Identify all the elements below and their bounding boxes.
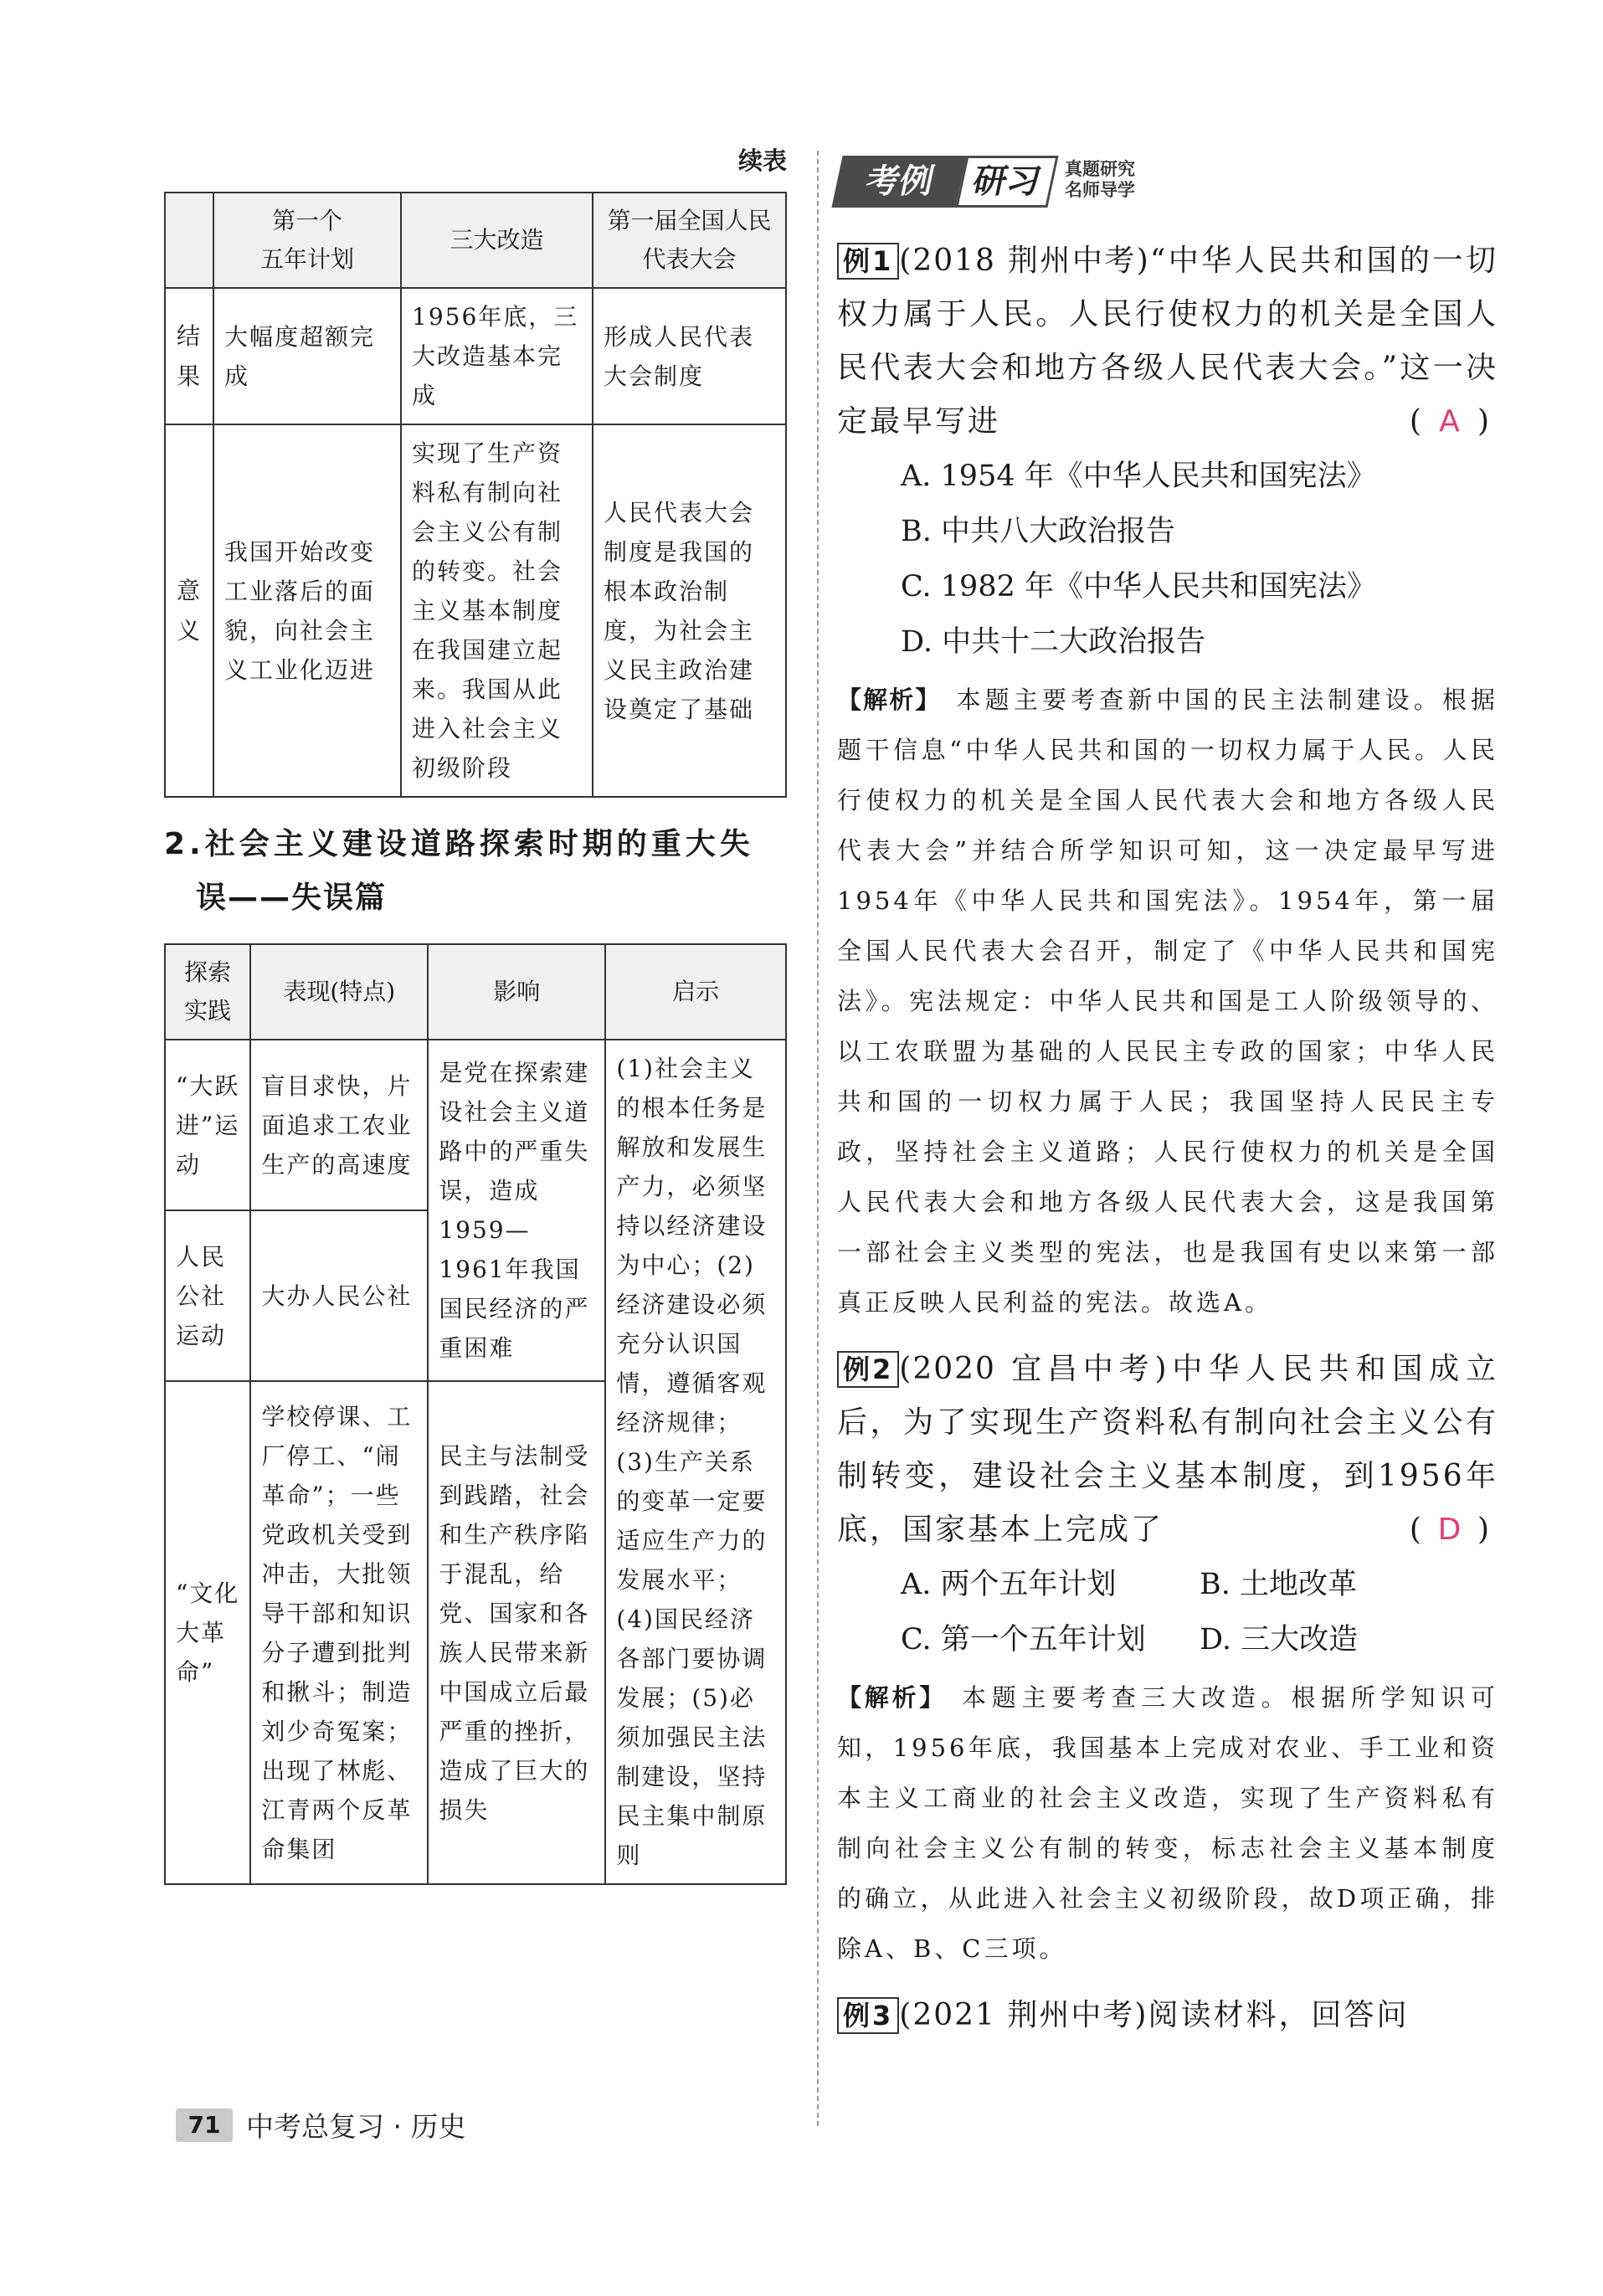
answer-bracket: ( A ) xyxy=(1410,395,1492,449)
table1-header-transform: 三大改造 xyxy=(401,193,593,288)
example-3-text: 阅读材料，回答问 xyxy=(1148,1998,1410,2032)
option-a: A. 两个五年计划 xyxy=(901,1568,1117,1601)
example-3-source: (2021 荆州中考) xyxy=(899,1998,1148,2032)
option-a: A. 1954 年《中华人民共和国宪法》 xyxy=(901,460,1376,493)
row-label-result: 结果 xyxy=(177,321,203,390)
section-number: 2. xyxy=(164,827,205,861)
example-1-answer: A xyxy=(1439,404,1462,439)
right-column xyxy=(837,151,1498,2042)
column-divider xyxy=(817,151,819,2126)
example-1-analysis xyxy=(837,675,1498,1328)
option-d: D. 中共十二大政治报告 xyxy=(901,625,1206,659)
table2-header-practice: 探索 实践 xyxy=(165,944,250,1040)
table1-header-npc: 第一届全国人民代表大会 xyxy=(593,193,786,288)
analysis-text: 本题主要考查新中国的民主法制建设。根据题干信息“中华人民共和国的一切权力属于人民。人民行使权力的机关是全国人民代表大会和地方各级人民代表大会”并结合所学知识可知，这一决定最早写进1954年《中华人民共和国宪法》。1954年，第一届全国人民代表大会召开，制定了《中华人民共和国宪法》。宪法规定：中华人民共和国是工人阶级领导的、以工农联盟为基础的人民民主专政的国家；中华人民共和国的一切权力属于人民；我国坚持人民民主专政，坚持社会主义道路；人民行使权力的机关是全国人民代表大会和地方各级人民代表大会，这是我国第一部社会主义类型的宪法，也是我国有史以来第一部真正反映人民利益的宪法。故选A。 xyxy=(837,686,1498,1317)
table-cell: 人民代表大会制度是我国的根本政治制度，为社会主义民主政治建设奠定了基础 xyxy=(593,424,786,797)
table-row xyxy=(165,288,786,424)
practice-label: “大跃进”运动 xyxy=(165,1040,250,1210)
section-heading xyxy=(164,818,787,925)
example-2-analysis xyxy=(837,1672,1498,1974)
example-2-options xyxy=(837,1557,1498,1667)
section-subtitle: 误——失误篇 xyxy=(196,881,388,915)
table-cell: 实现了生产资料私有制向社会主义公有制的转变。社会主义基本制度在我国建立起来。我国从此进入社会主义初级阶段 xyxy=(401,424,593,797)
example-2-answer: D xyxy=(1437,1513,1464,1547)
page-footer xyxy=(176,2105,465,2144)
impact-cell: 民主与法制受到践踏，社会和生产秩序陷于混乱，给党、国家和各族人民带来新中国成立后最严重的挫折，造成了巨大的损失 xyxy=(428,1381,605,1884)
table-row xyxy=(165,424,786,797)
practice-label: 人民公社运动 xyxy=(165,1210,250,1381)
page-number: 71 xyxy=(176,2109,233,2142)
left-column xyxy=(164,142,787,1885)
table1-header-fyp: 第一个 五年计划 xyxy=(213,193,401,288)
example-3-label: 例3 xyxy=(837,1997,899,2034)
continued-label: 续表 xyxy=(737,146,787,175)
table-cell: 大办人民公社 xyxy=(250,1210,428,1381)
example-2-text: 中华人民共和国成立后，为了实现生产资料私有制向社会主义公有制转变，建设社会主义基本制度，到1956年底，国家基本上完成了 xyxy=(837,1352,1498,1547)
option-d: D. 三大改造 xyxy=(1200,1623,1359,1657)
table-row xyxy=(165,1040,786,1210)
analysis-tag: 【解析】 xyxy=(837,686,942,714)
example-1-label: 例1 xyxy=(837,243,899,280)
table-cell: 盲目求快，片面追求工农业生产的高速度 xyxy=(250,1040,428,1210)
table-cell: 形成人民代表大会制度 xyxy=(593,288,786,424)
option-c: C. 1982 年《中华人民共和国宪法》 xyxy=(901,570,1376,604)
banner-part2: 研习 xyxy=(955,156,1058,208)
section-title: 社会主义建设道路探索时期的重大失 xyxy=(204,827,754,861)
impact-cell: 是党在探索建设社会主义道路中的严重失误，造成1959—1961年我国国民经济的严重困难 xyxy=(428,1040,605,1381)
table-cell: 学校停课、工厂停工、“闹革命”；一些党政机关受到冲击，大批领导干部和知识分子遭到批判和揪斗；制造刘少奇冤案；出现了林彪、江青两个反革命集团 xyxy=(250,1381,428,1884)
example-1-question xyxy=(837,234,1498,449)
example-3-question xyxy=(837,1989,1498,2042)
table2-header-lessons: 启示 xyxy=(605,944,786,1040)
table-cell: 我国开始改变工业落后的面貌，向社会主义工业化迈进 xyxy=(213,424,401,797)
table1-header-blank xyxy=(165,193,213,288)
lessons-cell: (1)社会主义的根本任务是解放和发展生产力，必须坚持以经济建设为中心；(2)经济建设必须充分认识国情，遵循客观经济规律；(3)生产关系的变革一定要适应生产力的发展水平；(4)国民经济各部门要协调发展；(5)必须加强民主法制建设，坚持民主集中制原则 xyxy=(605,1040,786,1884)
analysis-text: 本题主要考查三大改造。根据所学知识可知，1956年底，我国基本上完成对农业、手工业和资本主义工商业的社会主义改造，实现了生产资料私有制向社会主义公有制的转变，标志社会主义基本制度的确立，从此进入社会主义初级阶段，故D项正确，排除A、B、C三项。 xyxy=(837,1683,1498,1963)
table-cell: 大幅度超额完成 xyxy=(213,288,401,424)
option-b: B. 土地改革 xyxy=(1200,1568,1357,1601)
table2-header-impact: 影响 xyxy=(428,944,605,1040)
row-label-significance: 意义 xyxy=(177,576,203,645)
example-2-question xyxy=(837,1343,1498,1557)
banner-subtitle: 真题研究 名师导学 xyxy=(1065,159,1135,200)
option-c: C. 第一个五年计划 xyxy=(901,1623,1146,1657)
mistakes-table xyxy=(164,943,787,1885)
section-banner xyxy=(837,151,1189,218)
practice-label: “文化大革命” xyxy=(165,1381,250,1884)
example-1-options xyxy=(837,449,1498,670)
banner-part1: 考例 xyxy=(831,156,968,208)
option-b: B. 中共八大政治报告 xyxy=(901,515,1175,548)
analysis-tag: 【解析】 xyxy=(837,1683,948,1712)
table-cell: 1956年底，三大改造基本完成 xyxy=(401,288,593,424)
example-1-text: “中华人民共和国的一切权力属于人民。人民行使权力的机关是全国人民代表大会和地方各级人民代表大会。”这一决定最早写进 xyxy=(837,244,1499,439)
table2-header-performance: 表现(特点) xyxy=(250,944,428,1040)
example-1-source: (2018 荆州中考) xyxy=(899,244,1150,278)
example-2-source: (2020 宜昌中考) xyxy=(899,1352,1169,1386)
example-2-label: 例2 xyxy=(837,1351,899,1388)
answer-bracket: ( D ) xyxy=(1410,1503,1492,1557)
achievements-table xyxy=(164,192,787,798)
book-title: 中考总复习 · 历史 xyxy=(246,2110,466,2143)
